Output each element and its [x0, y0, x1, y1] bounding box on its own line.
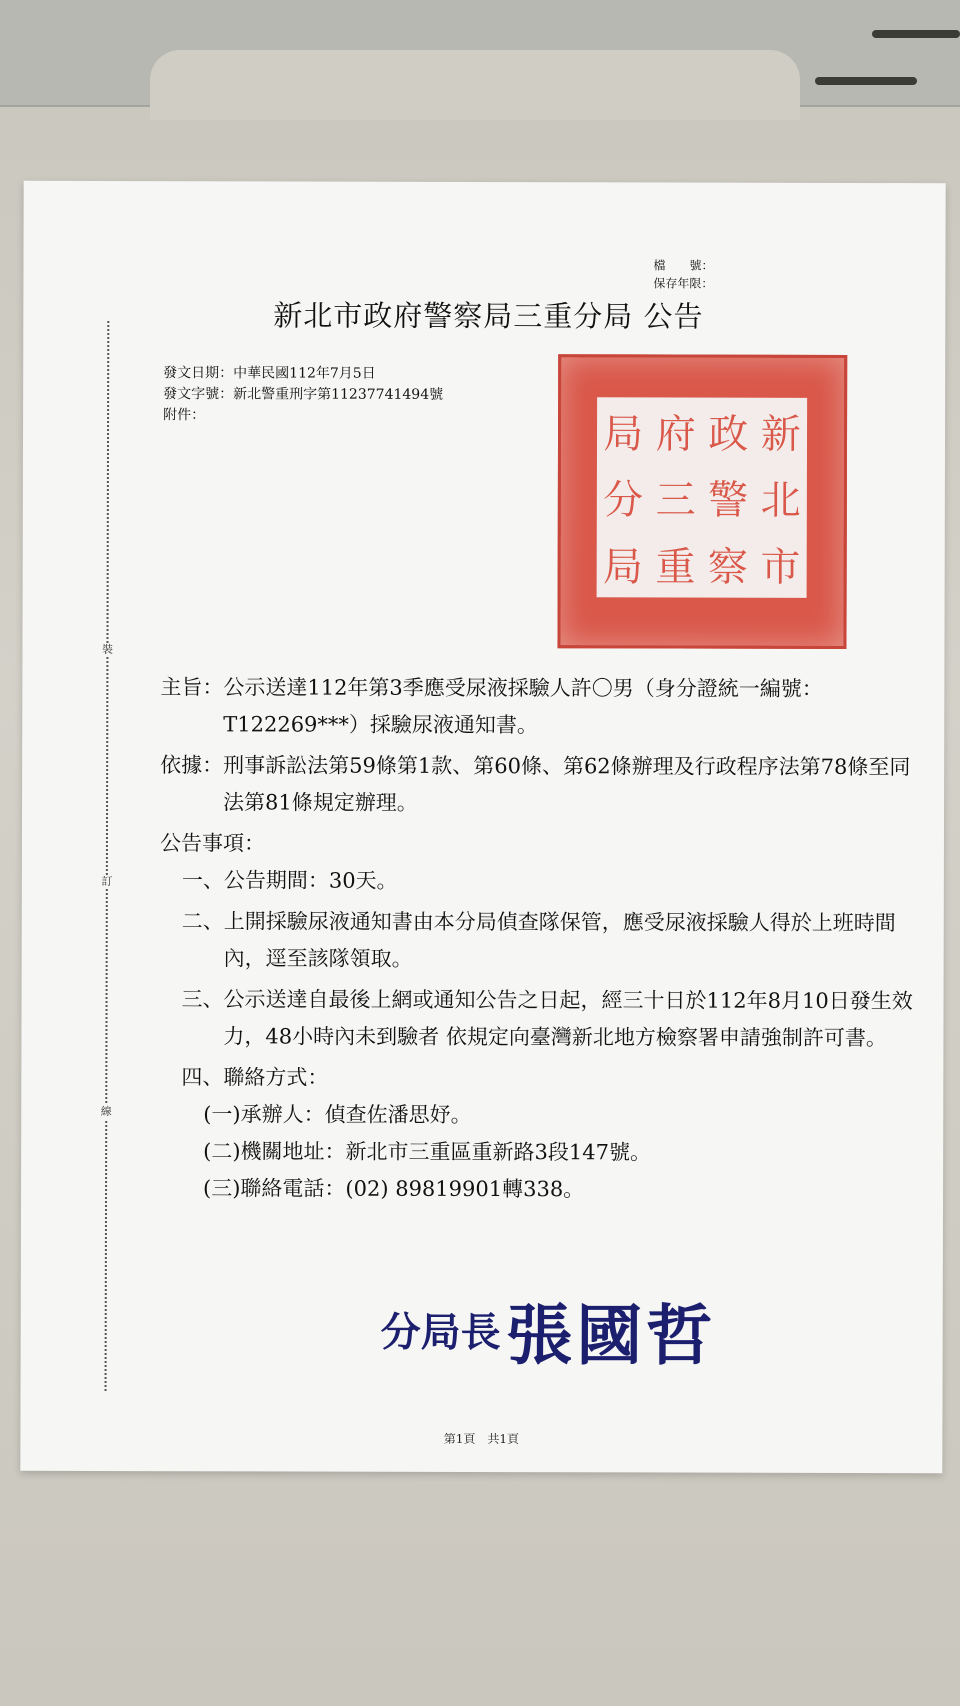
seal-char: 察 — [707, 544, 748, 591]
binding-mark-zhuang: 裝 — [101, 643, 113, 657]
seal-char: 局 — [603, 411, 644, 458]
notice-item-text: 聯絡方式： — [223, 1065, 329, 1090]
basis-label: 依據： — [160, 753, 224, 778]
issue-date: 發文日期：中華民國112年7月5日 — [163, 365, 376, 382]
notice-item-number: 二、 — [181, 909, 224, 934]
seal-char: 市 — [760, 544, 801, 591]
notice-paper — [20, 181, 945, 1473]
board-slot-top — [872, 30, 960, 38]
file-number-label: 檔 號： — [653, 258, 714, 273]
contact-item — [159, 1133, 919, 1172]
retention-period-label: 保存年限： — [653, 276, 714, 291]
binding-line — [105, 321, 110, 1391]
issuance-info — [163, 363, 443, 427]
contact-item-text: 聯絡電話：(02) 89819901轉338。 — [240, 1176, 585, 1202]
archive-info — [653, 256, 713, 292]
contact-item — [159, 1170, 919, 1209]
bulletin-board-frame — [0, 0, 960, 107]
page-footer: 第1頁 共1頁 — [443, 1431, 520, 1447]
notice-body — [159, 669, 920, 1209]
seal-char: 政 — [708, 411, 749, 458]
attachment-label: 附件： — [163, 407, 206, 424]
seal-char: 局 — [602, 544, 643, 591]
signature-title: 分局長 — [380, 1308, 501, 1357]
seal-char: 北 — [760, 478, 801, 525]
notice-item-text: 上開採驗尿液通知書由本分局偵查隊保管，應受尿液採驗人得於上班時間內，逕至該隊領取。 — [223, 909, 896, 971]
contact-item — [159, 1096, 919, 1135]
notice-item-number: 一、 — [181, 868, 224, 893]
seal-char: 新 — [760, 411, 801, 458]
notice-item-text: 公告期間：30天。 — [223, 868, 398, 893]
contact-item-text: 承辦人：偵查佐潘思妤。 — [240, 1102, 472, 1127]
binding-mark-xian: 線 — [100, 1105, 112, 1119]
reference-number: 發文字號：新北警重刑字第11237741494號 — [163, 386, 444, 403]
contact-item-number: (二) — [203, 1139, 241, 1164]
seal-inner — [597, 397, 808, 598]
subject-text: 公示送達112年第3季應受尿液採驗人許〇男（身分證統一編號：T122269***）採驗尿液通知書。 — [223, 675, 823, 738]
seal-char: 警 — [708, 478, 749, 525]
board-slot-bottom — [815, 77, 917, 85]
basis-text: 刑事訴訟法第59條第1款、第60條、第62條辦理及行政程序法第78條至同法第81條規定辦理。 — [223, 753, 911, 815]
signature-stamp — [381, 1282, 717, 1378]
notice-item — [159, 1059, 919, 1098]
seal-char: 分 — [603, 477, 644, 524]
notice-item-number: 四、 — [181, 1065, 224, 1090]
notice-item — [159, 981, 919, 1057]
contact-item-number: (三) — [203, 1176, 241, 1201]
board-notch — [150, 50, 800, 120]
signature-name: 張國哲 — [506, 1296, 717, 1375]
seal-char: 府 — [655, 411, 696, 458]
notice-item-number: 三、 — [181, 987, 224, 1012]
seal-char: 重 — [655, 544, 696, 591]
basis-row — [160, 747, 920, 823]
seal-char: 三 — [655, 477, 696, 525]
notice-item-text: 公示送達自最後上網或通知公告之日起，經三十日於112年8月10日發生效力，48小時內未到驗者 依規定向臺灣新北地方檢察署申請強制許可書。 — [223, 987, 913, 1051]
binding-mark-ding: 訂 — [101, 875, 113, 889]
subject-row — [160, 669, 920, 745]
notice-item — [160, 903, 920, 979]
document-title: 新北市政府警察局三重分局 公告 — [273, 298, 704, 334]
notice-item — [160, 862, 920, 901]
contact-item-number: (一) — [203, 1102, 241, 1127]
notice-heading: 公告事項： — [159, 831, 265, 856]
official-seal — [557, 354, 847, 649]
subject-label: 主旨： — [160, 675, 224, 700]
contact-item-text: 機關地址：新北市三重區重新路3段147號。 — [240, 1139, 652, 1165]
